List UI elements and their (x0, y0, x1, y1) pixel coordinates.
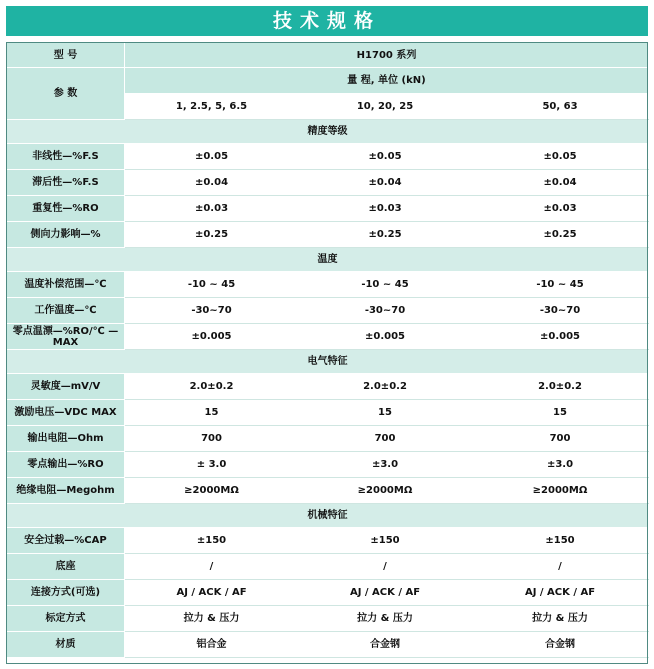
row-value: AJ / ACK / AF (125, 580, 299, 606)
row-value: AJ / ACK / AF (299, 580, 472, 606)
row-value: ±0.005 (299, 324, 472, 350)
range-value: 10, 20, 25 (299, 94, 472, 120)
section-title: 温度 (7, 248, 649, 272)
row-label: 绝缘电阻—Megohm (7, 478, 125, 504)
row-value: 700 (125, 426, 299, 452)
table-row (7, 528, 649, 554)
table-row (7, 324, 649, 350)
section-header-row (7, 350, 649, 374)
row-value: ±0.005 (125, 324, 299, 350)
spec-table (6, 42, 649, 658)
row-value: ±0.05 (472, 144, 649, 170)
row-value: -10 ~ 45 (125, 272, 299, 298)
range-label: 量 程, 单位 (kN) (125, 68, 649, 94)
row-value: 2.0±0.2 (299, 374, 472, 400)
table-row (7, 632, 649, 658)
row-value: ± 3.0 (125, 452, 299, 478)
table-row (7, 272, 649, 298)
table-row (7, 554, 649, 580)
params-label: 参 数 (7, 68, 125, 120)
row-label: 灵敏度—mV/V (7, 374, 125, 400)
page-title: 技术规格 (6, 6, 648, 36)
row-label: 底座 (7, 554, 125, 580)
row-value: ±0.03 (125, 196, 299, 222)
row-label: 连接方式(可选) (7, 580, 125, 606)
row-value: 铝合金 (125, 632, 299, 658)
range-label-row (7, 68, 649, 94)
row-value: ≥2000MΩ (299, 478, 472, 504)
row-value: -30~70 (299, 298, 472, 324)
row-value: ≥2000MΩ (125, 478, 299, 504)
table-row (7, 426, 649, 452)
row-label: 安全过载—%CAP (7, 528, 125, 554)
row-value: / (472, 554, 649, 580)
table-row (7, 400, 649, 426)
row-label: 滞后性—%F.S (7, 170, 125, 196)
row-label: 材质 (7, 632, 125, 658)
row-value: 15 (472, 400, 649, 426)
row-label: 重复性—%RO (7, 196, 125, 222)
row-value: ±150 (472, 528, 649, 554)
table-row (7, 374, 649, 400)
row-value: 拉力 & 压力 (125, 606, 299, 632)
row-value: ±0.04 (125, 170, 299, 196)
row-value: 15 (125, 400, 299, 426)
table-row (7, 222, 649, 248)
table-row (7, 298, 649, 324)
row-value: ±0.25 (125, 222, 299, 248)
table-row (7, 452, 649, 478)
table-row (7, 478, 649, 504)
row-value: 合金钢 (299, 632, 472, 658)
row-value: ±0.05 (299, 144, 472, 170)
row-value: ±150 (125, 528, 299, 554)
section-header-row (7, 248, 649, 272)
model-row (7, 43, 649, 68)
row-value: 15 (299, 400, 472, 426)
row-label: 输出电阻—Ohm (7, 426, 125, 452)
row-value: / (299, 554, 472, 580)
row-value: 2.0±0.2 (125, 374, 299, 400)
row-value: -30~70 (472, 298, 649, 324)
row-label: 温度补偿范围—℃ (7, 272, 125, 298)
table-row (7, 170, 649, 196)
row-value: / (125, 554, 299, 580)
model-value: H1700 系列 (125, 43, 649, 68)
row-value: 2.0±0.2 (472, 374, 649, 400)
row-value: ≥2000MΩ (472, 478, 649, 504)
row-value: ±0.25 (472, 222, 649, 248)
row-value: AJ / ACK / AF (472, 580, 649, 606)
range-value: 50, 63 (472, 94, 649, 120)
row-value: ±0.05 (125, 144, 299, 170)
row-value: ±0.03 (472, 196, 649, 222)
row-value: ±0.25 (299, 222, 472, 248)
row-label: 工作温度—℃ (7, 298, 125, 324)
section-header-row (7, 120, 649, 144)
section-title: 电气特征 (7, 350, 649, 374)
row-value: ±3.0 (472, 452, 649, 478)
section-header-row (7, 504, 649, 528)
row-value: ±3.0 (299, 452, 472, 478)
table-row (7, 144, 649, 170)
section-title: 精度等级 (7, 120, 649, 144)
row-value: ±0.005 (472, 324, 649, 350)
table-row (7, 606, 649, 632)
row-value: ±0.04 (299, 170, 472, 196)
row-value: 拉力 & 压力 (472, 606, 649, 632)
row-value: 700 (472, 426, 649, 452)
row-label: 零点温漂—%RO/℃ —MAX (7, 324, 125, 350)
table-row (7, 580, 649, 606)
row-label: 侧向力影响—% (7, 222, 125, 248)
range-value: 1, 2.5, 5, 6.5 (125, 94, 299, 120)
row-label: 激励电压—VDC MAX (7, 400, 125, 426)
row-value: 合金钢 (472, 632, 649, 658)
row-value: ±150 (299, 528, 472, 554)
table-row (7, 196, 649, 222)
row-label: 标定方式 (7, 606, 125, 632)
row-value: -10 ~ 45 (299, 272, 472, 298)
row-label: 非线性—%F.S (7, 144, 125, 170)
row-value: 拉力 & 压力 (299, 606, 472, 632)
row-value: -10 ~ 45 (472, 272, 649, 298)
row-value: 700 (299, 426, 472, 452)
model-label: 型 号 (7, 43, 125, 68)
row-value: ±0.03 (299, 196, 472, 222)
row-label: 零点输出—%RO (7, 452, 125, 478)
row-value: ±0.04 (472, 170, 649, 196)
section-title: 机械特征 (7, 504, 649, 528)
row-value: -30~70 (125, 298, 299, 324)
